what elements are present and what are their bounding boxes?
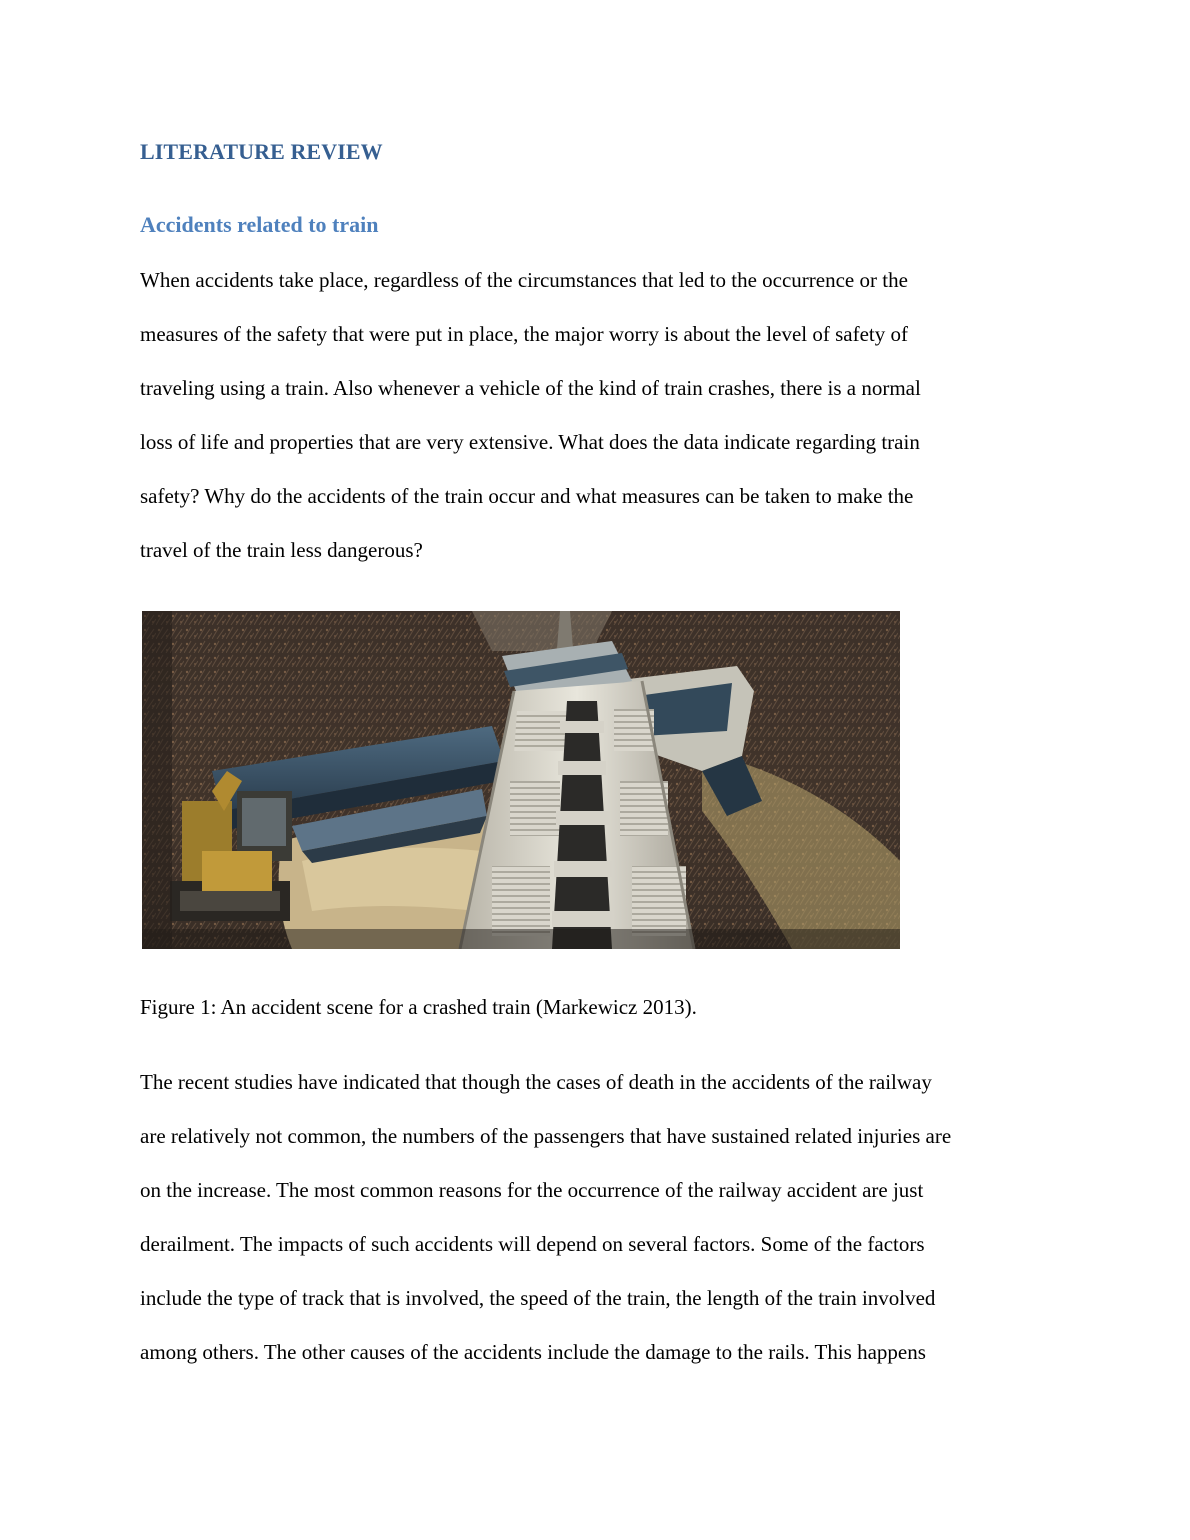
subsection-heading: Accidents related to train	[140, 212, 379, 237]
paragraph-line: on the increase. The most common reasons for the occurrence of the railway accident are just	[140, 1178, 924, 1202]
train-crash-photo	[142, 611, 900, 949]
paragraph-line: travel of the train less dangerous?	[140, 538, 423, 562]
section-heading: LITERATURE REVIEW	[140, 139, 383, 164]
paragraph-intro	[140, 253, 1060, 577]
paragraph-line: traveling using a train. Also whenever a vehicle of the kind of train crashes, there is a normal	[140, 376, 921, 400]
paragraph-line: The recent studies have indicated that though the cases of death in the accidents of the railway	[140, 1070, 932, 1094]
photo-illustration	[142, 611, 900, 949]
paragraph-line: are relatively not common, the numbers of the passengers that have sustained related injuries are	[140, 1124, 952, 1148]
paragraph-line: When accidents take place, regardless of the circumstances that led to the occurrence or the	[140, 268, 908, 292]
paragraph-line: include the type of track that is involved, the speed of the train, the length of the train involved	[140, 1286, 936, 1310]
paragraph-studies	[140, 1055, 1060, 1379]
paragraph-line: derailment. The impacts of such accidents will depend on several factors. Some of the factors	[140, 1232, 925, 1256]
paragraph-line: among others. The other causes of the accidents include the damage to the rails. This happens	[140, 1340, 926, 1364]
paragraph-line: safety? Why do the accidents of the train occur and what measures can be taken to make the	[140, 484, 914, 508]
paragraph-line: measures of the safety that were put in place, the major worry is about the level of safety of	[140, 322, 908, 346]
paragraph-line: loss of life and properties that are very extensive. What does the data indicate regarding train	[140, 430, 920, 454]
figure-caption: Figure 1: An accident scene for a crashed train (Markewicz 2013).	[140, 995, 697, 1019]
